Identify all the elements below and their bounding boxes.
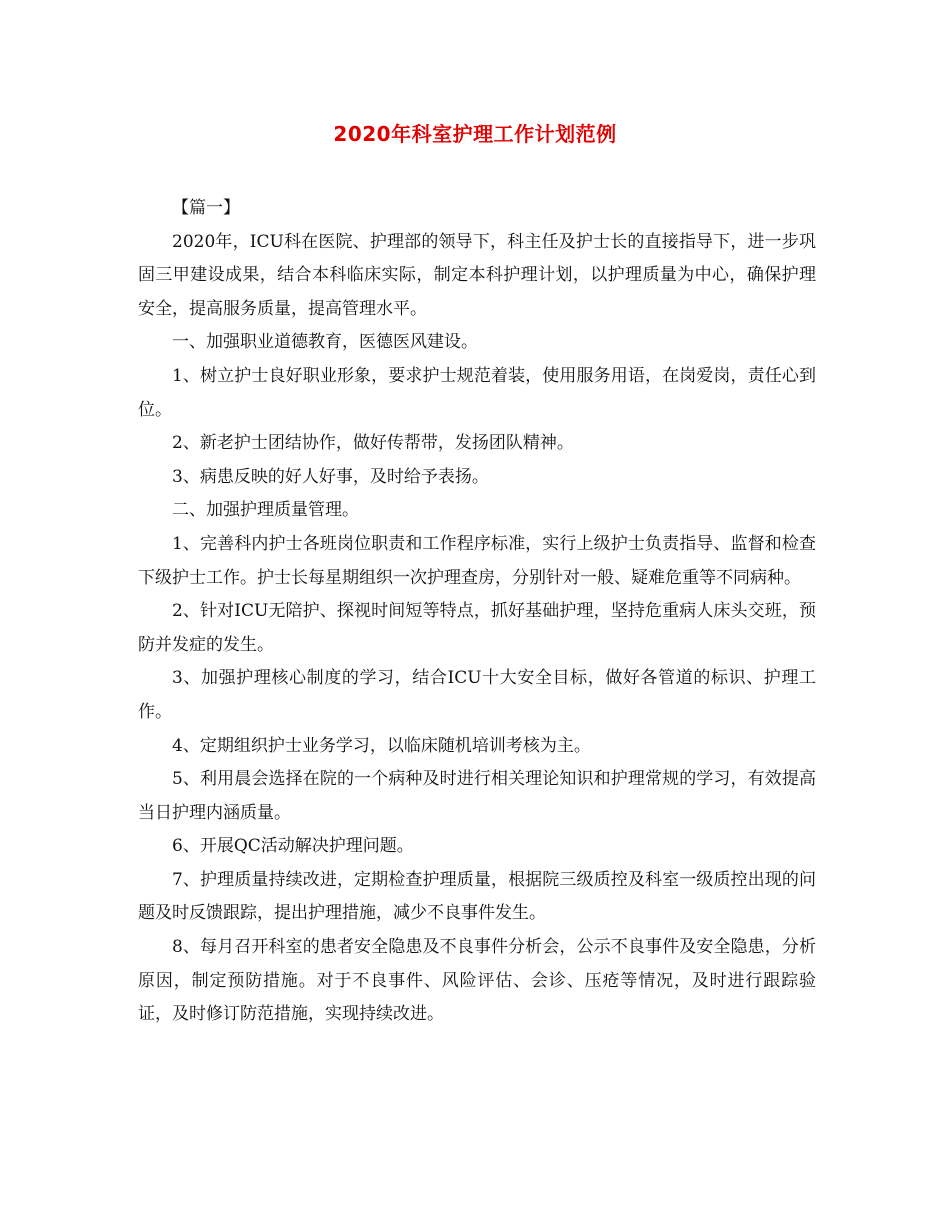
list-item: 4、定期组织护士业务学习，以临床随机培训考核为主。 — [172, 735, 591, 756]
intro-paragraph: 2020年，ICU科在医院、护理部的领导下，科主任及护士长的直接指导下，进一步巩固三甲建设成果，结合本科临床实际，制定本科护理计划，以护理质量为中心，确保护理安全，提高服务质量，提高管理水平。 — [138, 231, 816, 319]
list-item: 2、新老护士团结协作，做好传帮带，发扬团队精神。 — [172, 433, 574, 454]
list-item: 1、完善科内护士各班岗位职责和工作程序标准，实行上级护士负责指导、监督和检查下级护士工作。护士长每星期组织一次护理查房，分别针对一般、疑难危重等不同病种。 — [138, 533, 816, 588]
section-heading-2: 二、加强护理质量管理。 — [172, 500, 359, 521]
section-heading-1: 一、加强职业道德教育，医德医风建设。 — [172, 332, 478, 353]
list-item: 3、加强护理核心制度的学习，结合ICU十大安全目标，做好各管道的标识、护理工作。 — [138, 668, 816, 722]
list-item: 3、病患反映的好人好事，及时给予表扬。 — [172, 466, 489, 487]
list-item: 8、每月召开科室的患者安全隐患及不良事件分析会，公示不良事件及安全隐患，分析原因，制定预防措施。对于不良事件、风险评估、会诊、压疮等情况，及时进行跟踪验证，及时修订防范措施，实现持续改进。 — [138, 937, 816, 1025]
document-body — [138, 192, 816, 1032]
list-item: 1、树立护士良好职业形象，要求护士规范着装，使用服务用语，在岗爱岗，责任心到位。 — [138, 365, 816, 420]
list-item: 2、针对ICU无陪护、探视时间短等特点，抓好基础护理，坚持危重病人床头交班，预防并发症的发生。 — [138, 601, 816, 655]
document-title: 2020年科室护理工作计划范例 — [333, 122, 617, 146]
section-tag: 【篇一】 — [172, 198, 240, 218]
list-item: 5、利用晨会选择在院的一个病种及时进行相关理论知识和护理常规的学习，有效提高当日护理内涵质量。 — [138, 769, 816, 823]
list-item: 7、护理质量持续改进，定期检查护理质量，根据院三级质控及科室一级质控出现的问题及时反馈跟踪，提出护理措施，减少不良事件发生。 — [138, 869, 816, 924]
list-item: 6、开展QC活动解决护理问题。 — [172, 836, 414, 857]
